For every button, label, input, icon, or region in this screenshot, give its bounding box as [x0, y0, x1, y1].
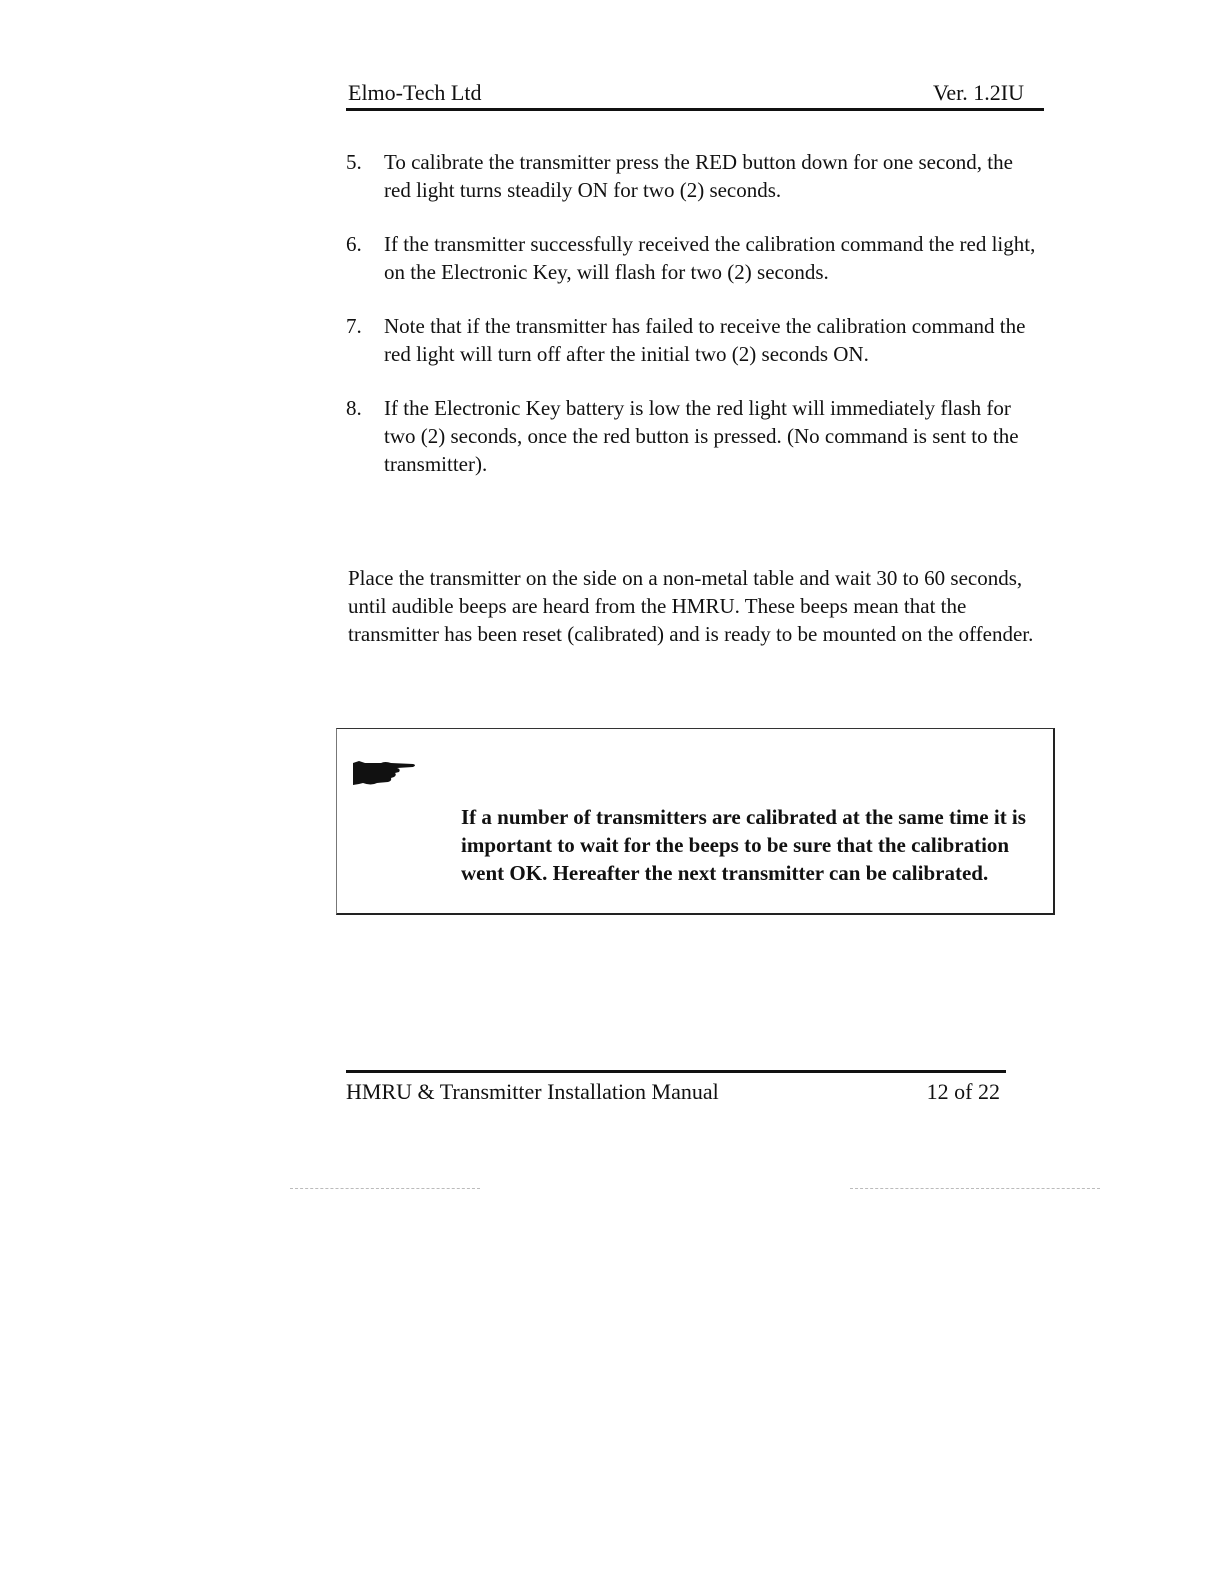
step-number: 7.	[346, 314, 362, 338]
list-item	[346, 394, 1036, 478]
manual-title: HMRU & Transmitter Installation Manual	[346, 1079, 719, 1104]
company-name: Elmo-Tech Ltd	[348, 80, 482, 105]
scan-artifact-line	[290, 1188, 480, 1190]
step-number: 8.	[346, 396, 362, 420]
scan-artifact-line	[850, 1188, 1100, 1190]
list-item	[346, 148, 1036, 204]
note-text: If a number of transmitters are calibrated at the same time it is important to wait for the beeps to be sure that the calibration went OK. Hereafter the next transmitter can be calibrated.	[461, 805, 1026, 885]
step-text: If the transmitter successfully received the calibration command the red light, on the Electronic Key, will flash for two (2) seconds.	[384, 232, 1036, 284]
note-box	[336, 728, 1055, 915]
step-text: If the Electronic Key battery is low the red light will immediately flash for two (2) seconds, once the red button is pressed. (No command is sent to the transmitter).	[384, 396, 1019, 476]
page-footer	[346, 1070, 1006, 1109]
instruction-paragraph: Place the transmitter on the side on a non-metal table and wait 30 to 60 seconds, until audible beeps are heard from the HMRU. These beeps mean that the transmitter has been reset (calibrated) and is ready to be mounted on the offender.	[348, 566, 1034, 646]
pointing-hand-icon	[351, 757, 417, 787]
step-number: 6.	[346, 232, 362, 256]
step-text: To calibrate the transmitter press the RED button down for one second, the red light turns steadily ON for two (2) seconds.	[384, 150, 1013, 202]
page-number: 12 of 22	[926, 1079, 1000, 1104]
step-number: 5.	[346, 150, 362, 174]
list-item	[346, 312, 1036, 368]
calibration-steps-list	[346, 148, 1036, 504]
list-item	[346, 230, 1036, 286]
page-header	[346, 78, 1044, 111]
step-text: Note that if the transmitter has failed to receive the calibration command the red light will turn off after the initial two (2) seconds ON.	[384, 314, 1026, 366]
document-version: Ver. 1.2IU	[932, 80, 1024, 105]
